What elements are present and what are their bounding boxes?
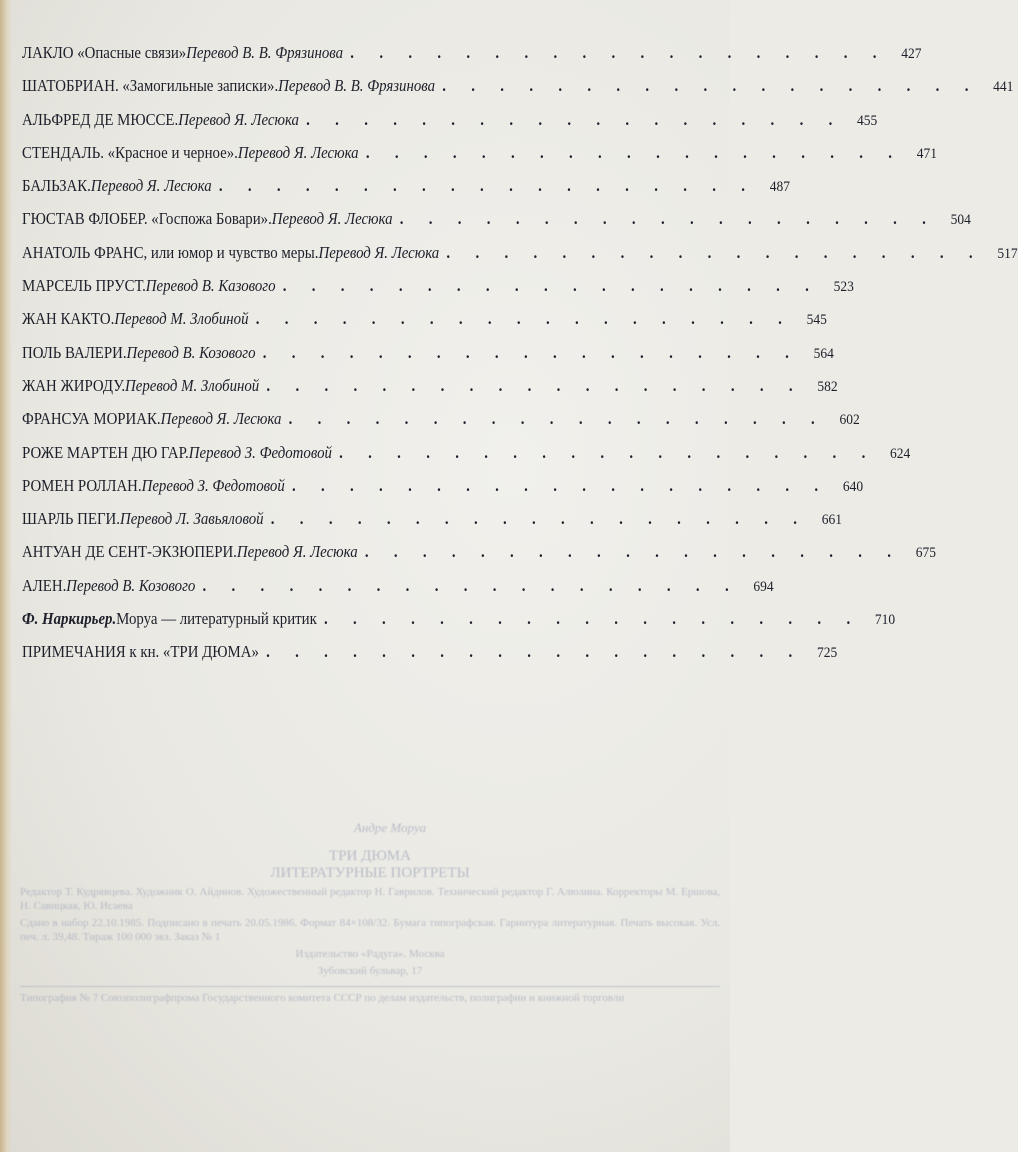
- toc-entry: [22, 542, 937, 575]
- page-number: 455: [857, 112, 878, 129]
- page-number: 487: [769, 179, 790, 196]
- leader-dots: . . . . . . . . . . . . . . . . . . .: [365, 142, 903, 162]
- toc-entry: [22, 509, 842, 542]
- colophon-print-info: Сдано в набор 22.10.1985. Подписано в печать 20.05.1986. Формат 84×108/32. Бумага типографская. Гарнитура литературная. Печать высокая. Усл. печ. л. 39,48. Тираж 100 000 экз. Заказ № 1: [20, 917, 720, 943]
- toc-entry: [22, 642, 838, 675]
- entry-translator: Перевод Я. Лесюка: [271, 209, 393, 229]
- toc-entry: [22, 242, 1018, 276]
- colophon-address: Зубовский бульвар, 17: [317, 965, 423, 977]
- leader-dots: . . . . . . . . . . . . . . . . . . .: [324, 609, 861, 629]
- page-number: 694: [753, 578, 774, 595]
- entry-title: АЛЬФРЕД ДЕ МЮССЕ.: [22, 109, 179, 129]
- colophon-printer: Типография № 7 Союзполиграфпрома Государственного комитета СССР по делам издательств, полиграфии и книжной торговли: [20, 992, 625, 1004]
- entry-title: ЖАН ЖИРОДУ.: [22, 375, 126, 395]
- entry-translator: Перевод Я. Лесюка: [237, 142, 359, 162]
- page-number: 624: [890, 445, 911, 462]
- leader-dots: . . . . . . . . . . . . . . . . . . .: [282, 276, 820, 296]
- toc-entry: [22, 109, 878, 143]
- entry-title: ЛАКЛО «Опасные связи»: [22, 43, 187, 62]
- toc-entry: [22, 76, 1014, 109]
- page-number: 582: [817, 378, 838, 395]
- entry-translator: Перевод З. Федотовой: [141, 475, 285, 495]
- entry-translator: Перевод Я. Лесюка: [178, 109, 299, 129]
- page-number: 661: [821, 512, 842, 529]
- leader-dots: . . . . . . . . . . . . . . . . . . .: [350, 43, 888, 62]
- entry-title: ЖАН КАКТО.: [22, 309, 115, 329]
- entry-title: ШАРЛЬ ПЕГИ.: [22, 509, 120, 529]
- page-number: 640: [842, 478, 864, 495]
- colophon-subtitle: ЛИТЕРАТУРНЫЕ ПОРТРЕТЫ: [270, 865, 470, 881]
- toc-entry: [22, 176, 790, 209]
- entry-translator: Перевод З. Федотовой: [188, 442, 332, 462]
- toc-entry: [22, 209, 971, 242]
- page-number: 675: [915, 545, 937, 562]
- entry-title: БАЛЬЗАК.: [22, 176, 91, 196]
- page-number: 725: [816, 645, 838, 662]
- entry-translator: Перевод Л. Завьяловой: [119, 509, 264, 529]
- colophon-editors: Редактор Т. Кудрявцева. Художник О. Айдинов. Художественный редактор Н. Гаврилов. Технический редактор Г. Алюлина. Корректоры М. Ершова, Н. Савицкая, Ю. Исаева: [20, 886, 720, 912]
- leader-dots: . . . . . . . . . . . . . . . . . . .: [266, 642, 804, 662]
- entry-translator: Перевод Я. Лесюка: [90, 176, 212, 196]
- entry-translator: Перевод В. В. Фрязинова: [278, 76, 436, 96]
- colophon-author: Андре Моруа: [353, 820, 427, 835]
- entry-title: РОЖЕ МАРТЕН ДЮ ГАР.: [22, 442, 189, 462]
- entry-translator: Перевод М. Злобиной: [125, 375, 260, 395]
- colophon-publisher: Издательство «Радуга». Москва: [295, 948, 445, 960]
- entry-translator: Перевод В. Казового: [145, 276, 276, 296]
- entry-title: АНАТОЛЬ ФРАНС, или юмор и чувство меры.: [22, 242, 319, 262]
- entry-translator: Ф. Наркирьер.: [22, 609, 117, 629]
- leader-dots: . . . . . . . . . . . . . . . . . . .: [266, 375, 804, 395]
- page-number: 427: [901, 46, 922, 62]
- entry-title: ПОЛЬ ВАЛЕРИ.: [22, 342, 127, 362]
- entry-translator: Перевод Я. Лесюка: [318, 242, 440, 262]
- entry-title: АЛЕН.: [22, 575, 67, 595]
- leader-dots: . . . . . . . . . . . . . . . . . . .: [270, 509, 808, 529]
- entry-title: МАРСЕЛЬ ПРУСТ.: [22, 276, 146, 296]
- toc-entry: [22, 575, 774, 609]
- leader-dots: . . . . . . . . . . . . . . . . . . .: [262, 342, 800, 362]
- leader-dots: . . . . . . . . . . . . . . . . . . .: [291, 475, 829, 495]
- leader-dots: . . . . . . . . . . . . . . . . . . .: [255, 309, 793, 329]
- toc-entry: [22, 609, 896, 642]
- toc-entry: [22, 142, 937, 176]
- leader-dots: . . . . . . . . . . . . . . . . . . .: [339, 442, 877, 462]
- page-number: 523: [833, 279, 854, 296]
- entry-title: РОМЕН РОЛЛАН.: [22, 475, 142, 495]
- entry-translator: Перевод М. Злобиной: [114, 309, 249, 329]
- page-number: 504: [950, 212, 971, 229]
- toc-entry: [22, 375, 838, 409]
- entry-title: ФРАНСУА МОРИАК.: [22, 409, 161, 429]
- leader-dots: . . . . . . . . . . . . . . . . . . .: [218, 176, 756, 196]
- leader-dots: . . . . . . . . . . . . . . . . . . .: [202, 575, 740, 595]
- page-number: 602: [839, 412, 860, 429]
- entry-title: СТЕНДАЛЬ. «Красное и черное».: [22, 142, 238, 162]
- colophon: [20, 820, 720, 1008]
- entry-title: Моруа — литературный критик: [116, 609, 317, 629]
- colophon-title: ТРИ ДЮМА: [329, 848, 411, 864]
- toc-entry: [22, 409, 860, 442]
- entry-title: ГЮСТАВ ФЛОБЕР. «Госпожа Бовари».: [22, 209, 272, 229]
- table-of-contents: [22, 43, 1018, 676]
- leader-dots: . . . . . . . . . . . . . . . . . . .: [446, 242, 984, 262]
- entry-translator: Перевод Я. Лесюка: [160, 409, 282, 429]
- toc-entry: [22, 309, 827, 342]
- leader-dots: . . . . . . . . . . . . . . . . . . .: [399, 209, 937, 229]
- colophon-divider: [20, 986, 720, 987]
- leader-dots: . . . . . . . . . . . . . . . . . . .: [288, 409, 826, 429]
- leader-dots: . . . . . . . . . . . . . . . . . . .: [306, 109, 844, 129]
- toc-entry: [22, 442, 911, 476]
- leader-dots: . . . . . . . . . . . . . . . . . . .: [442, 76, 980, 96]
- leader-dots: . . . . . . . . . . . . . . . . . . .: [364, 542, 902, 562]
- page-number: 517: [997, 245, 1018, 262]
- toc-entry: [22, 475, 864, 509]
- page-number: 471: [916, 145, 937, 162]
- toc-entry: [22, 276, 854, 309]
- entry-translator: Перевод В. Козового: [66, 575, 196, 595]
- entry-translator: Перевод Я. Лесюка: [236, 542, 358, 562]
- page-number: 564: [813, 345, 834, 362]
- entry-title: ШАТОБРИАН. «Замогильные записки».: [22, 76, 279, 96]
- entry-title: АНТУАН ДЕ СЕНТ-ЭКЗЮПЕРИ.: [22, 542, 237, 562]
- entry-translator: Перевод В. В. Фрязинова: [186, 43, 344, 62]
- entry-title: ПРИМЕЧАНИЯ к кн. «ТРИ ДЮМА»: [22, 642, 259, 662]
- toc-entry: [22, 43, 922, 76]
- page-number: 710: [874, 612, 896, 629]
- page-number: 441: [993, 79, 1014, 96]
- toc-entry: [22, 342, 834, 376]
- entry-translator: Перевод В. Козового: [126, 342, 256, 362]
- page-number: 545: [806, 312, 827, 329]
- page-edge-shadow: [0, 0, 12, 1152]
